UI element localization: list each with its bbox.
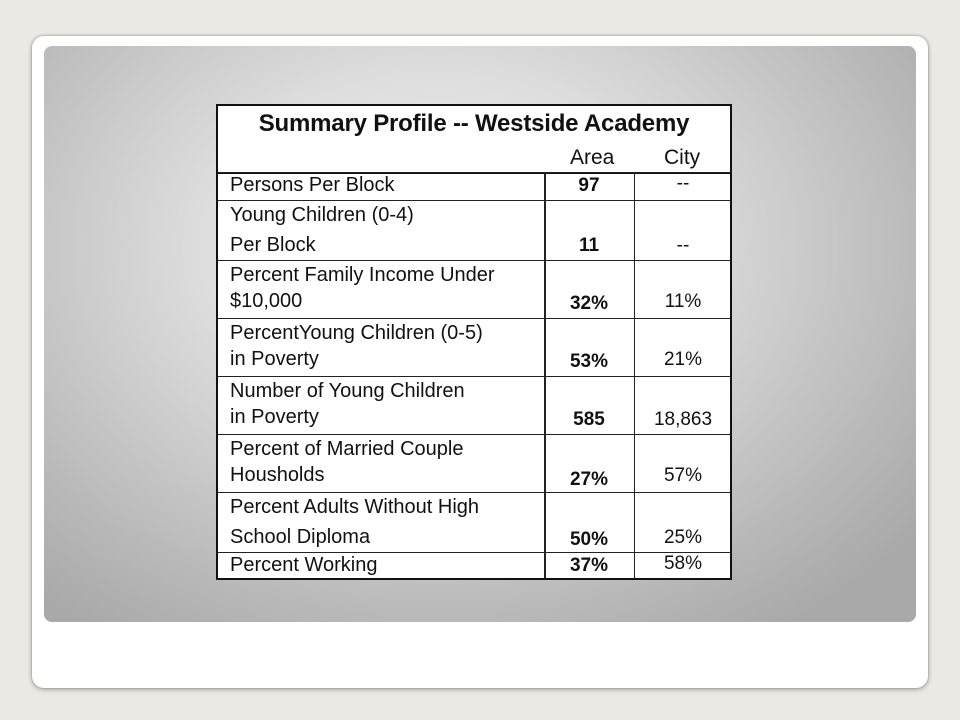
city-value: 25% [663,527,703,548]
area-value: 37% [569,555,609,576]
table-row [218,318,730,376]
row-label: Young Children (0-4) [230,204,414,226]
row-label: Per Block [230,234,316,256]
table-row [218,172,730,200]
row-label: Percent Adults Without High [230,496,480,518]
row-label: Percent Working [230,554,378,576]
row-label: School Diploma [230,526,371,548]
city-value: -- [676,235,690,256]
table-row [218,200,730,260]
column-header-area: Area [570,146,615,169]
row-label: Percent of Married Couple [230,438,464,460]
row-label: PercentYoung Children (0-5) [230,322,483,344]
table-row [218,492,730,552]
area-value: 27% [569,469,609,490]
area-value: 32% [569,293,609,314]
table-row [218,376,730,434]
row-label: in Poverty [230,348,319,370]
area-value: 97 [578,175,600,196]
row-label: Housholds [230,464,325,486]
area-value: 585 [573,409,605,430]
area-value: 53% [569,351,609,372]
row-label: Persons Per Block [230,174,395,196]
table-row [218,552,730,580]
row-label: $10,000 [230,290,303,312]
city-value: 18,863 [653,409,713,430]
table-row [218,260,730,318]
row-label: in Poverty [230,406,319,428]
city-value: 11% [664,291,702,312]
city-value: 58% [663,553,703,574]
row-label: Percent Family Income Under [230,264,495,286]
area-value: 11 [578,235,600,256]
city-value: 57% [663,465,703,486]
city-value: -- [676,173,690,194]
city-value: 21% [663,349,703,370]
column-header-city: City [664,146,701,169]
table-row [218,434,730,492]
area-value: 50% [569,529,609,550]
table-title: Summary Profile -- Westside Academy [258,110,690,137]
row-label: Number of Young Children [230,380,465,402]
summary-profile-table [216,104,732,580]
